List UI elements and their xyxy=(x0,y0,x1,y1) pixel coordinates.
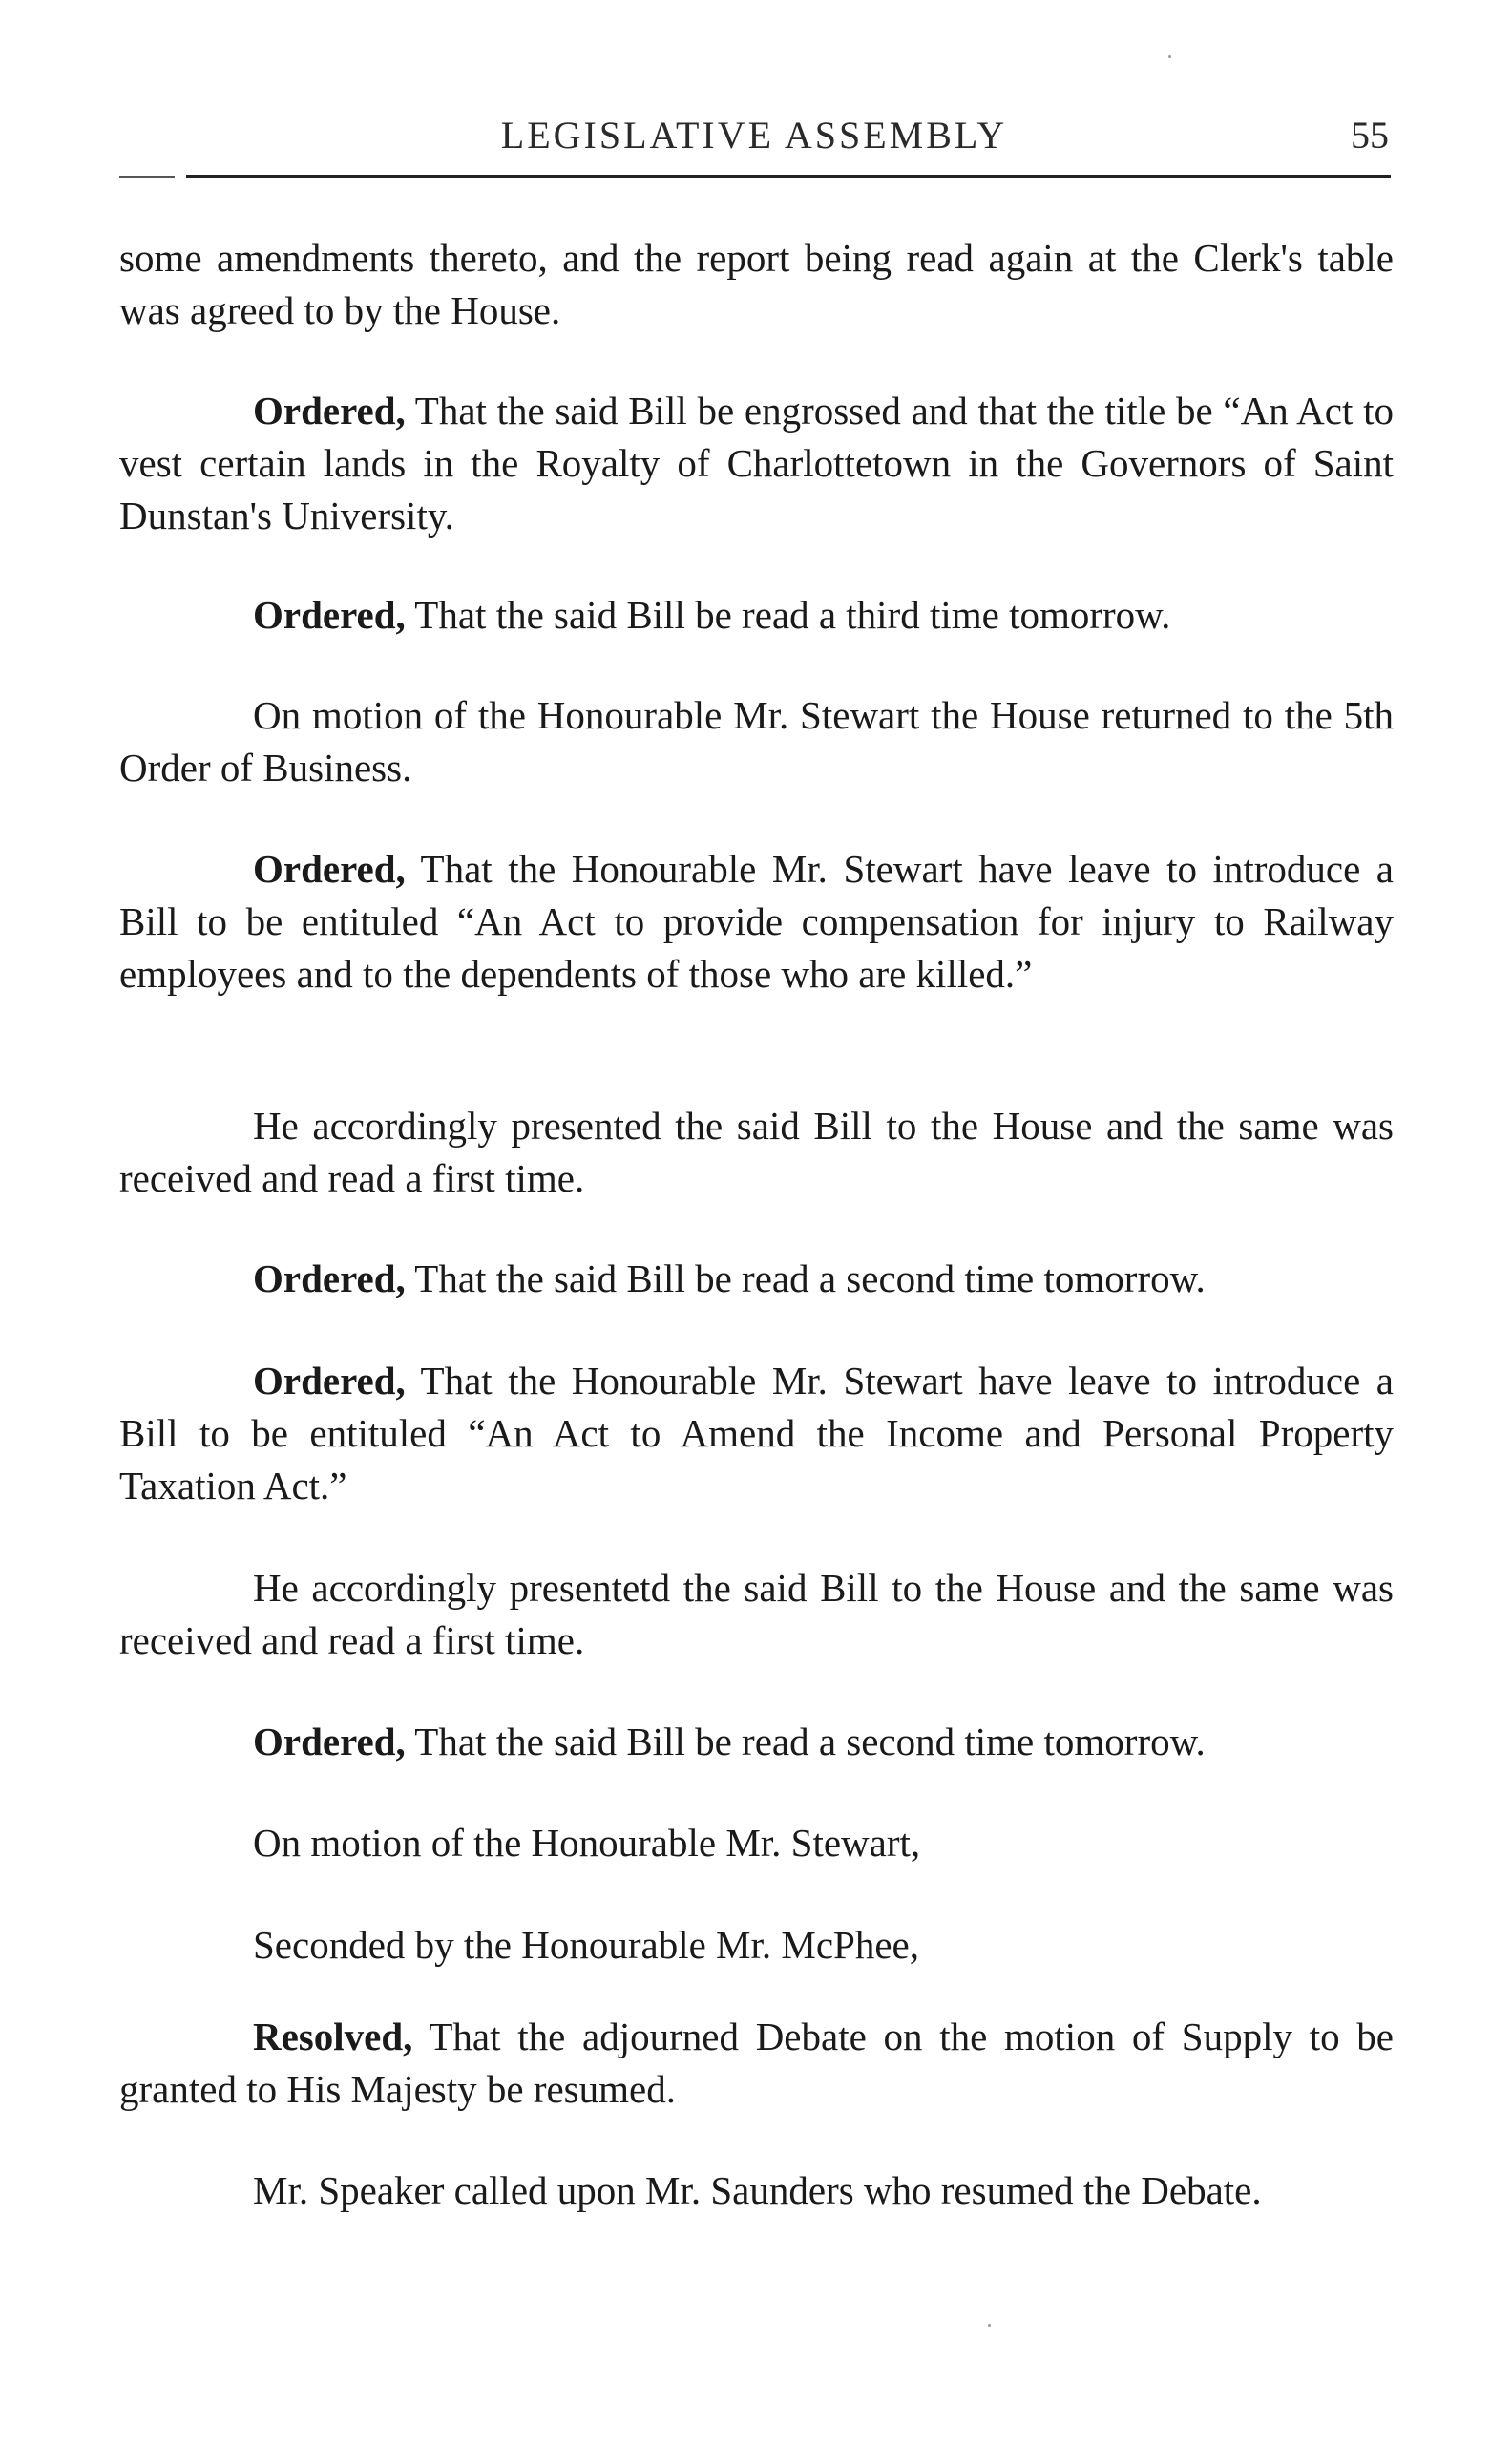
header-rule xyxy=(186,175,1391,178)
paragraph-seconded-mcphee xyxy=(119,1919,1394,1972)
paragraph-presented-first xyxy=(119,1100,1394,1205)
page-number: 55 xyxy=(1351,114,1389,157)
paragraph-motion-stewart xyxy=(119,1817,1394,1869)
paragraph-lead: Ordered, xyxy=(253,1359,406,1403)
paragraph-text: He accordingly presentetd the said Bill to the House and the same was received and read a first time. xyxy=(119,1566,1394,1662)
paragraph-lead: Ordered, xyxy=(253,1256,406,1300)
paragraph-lead: Ordered, xyxy=(253,847,406,891)
paragraph-text: That the Honourable Mr. Stewart have leave to introduce a Bill to be entituled “An Act to provide compensation for injury to Railway employees and to the dependents of those who are killed.” xyxy=(119,847,1394,996)
paragraph-text: That the said Bill be engrossed and that the title be “An Act to vest certain lands in the Royalty of Charlottetown in the Governors of Saint Dunstan's University. xyxy=(119,389,1394,538)
paper-speck xyxy=(1168,55,1171,58)
paragraph-text: On motion of the Honourable Mr. Stewart, xyxy=(253,1821,921,1865)
paragraph-ordered-second-reading xyxy=(119,1253,1394,1305)
paragraph-text: That the said Bill be read a second time tomorrow. xyxy=(405,1256,1206,1300)
paragraph-text: That the said Bill be read a third time tomorrow. xyxy=(405,593,1171,637)
paragraph-ordered-title xyxy=(119,385,1394,542)
paragraph-ordered-second-reading-2 xyxy=(119,1716,1394,1768)
paragraph-ordered-railway-bill xyxy=(119,843,1394,1001)
paragraph-text: some amendments thereto, and the report being read again at the Clerk's table was agreed to by the House. xyxy=(119,236,1394,332)
paragraph-presented-second xyxy=(119,1562,1394,1667)
paper-speck xyxy=(988,2324,991,2327)
paragraph-text: That the Honourable Mr. Stewart have leave to introduce a Bill to be entituled “An Act to Amend the Income and Personal Property Taxation Act.” xyxy=(119,1359,1394,1508)
paragraph-continuation xyxy=(119,232,1394,337)
header-rule-stub xyxy=(119,176,175,178)
paragraph-text: That the said Bill be read a second time tomorrow. xyxy=(405,1720,1206,1763)
paragraph-ordered-third-reading xyxy=(119,589,1394,642)
paragraph-resolved-supply xyxy=(119,2011,1394,2116)
paragraph-lead: Ordered, xyxy=(253,593,406,637)
paragraph-ordered-income-tax-bill xyxy=(119,1355,1394,1512)
paragraph-lead: Ordered, xyxy=(253,389,406,433)
paragraph-speaker-saunders xyxy=(119,2164,1394,2217)
paragraph-text: Seconded by the Honourable Mr. McPhee, xyxy=(253,1923,919,1967)
paragraph-lead: Resolved, xyxy=(253,2015,413,2058)
paragraph-text: On motion of the Honourable Mr. Stewart the House returned to the 5th Order of Business. xyxy=(119,693,1394,790)
paragraph-motion-order-of-business xyxy=(119,689,1394,794)
running-title: LEGISLATIVE ASSEMBLY xyxy=(500,114,1008,157)
paragraph-text: He accordingly presented the said Bill to the House and the same was received and read a first time. xyxy=(119,1104,1394,1200)
paragraph-text: Mr. Speaker called upon Mr. Saunders who resumed the Debate. xyxy=(253,2168,1262,2212)
paragraph-lead: Ordered, xyxy=(253,1720,406,1763)
paragraph-text: That the adjourned Debate on the motion of Supply to be granted to His Majesty be resumed. xyxy=(119,2015,1394,2111)
page-header xyxy=(119,113,1389,170)
